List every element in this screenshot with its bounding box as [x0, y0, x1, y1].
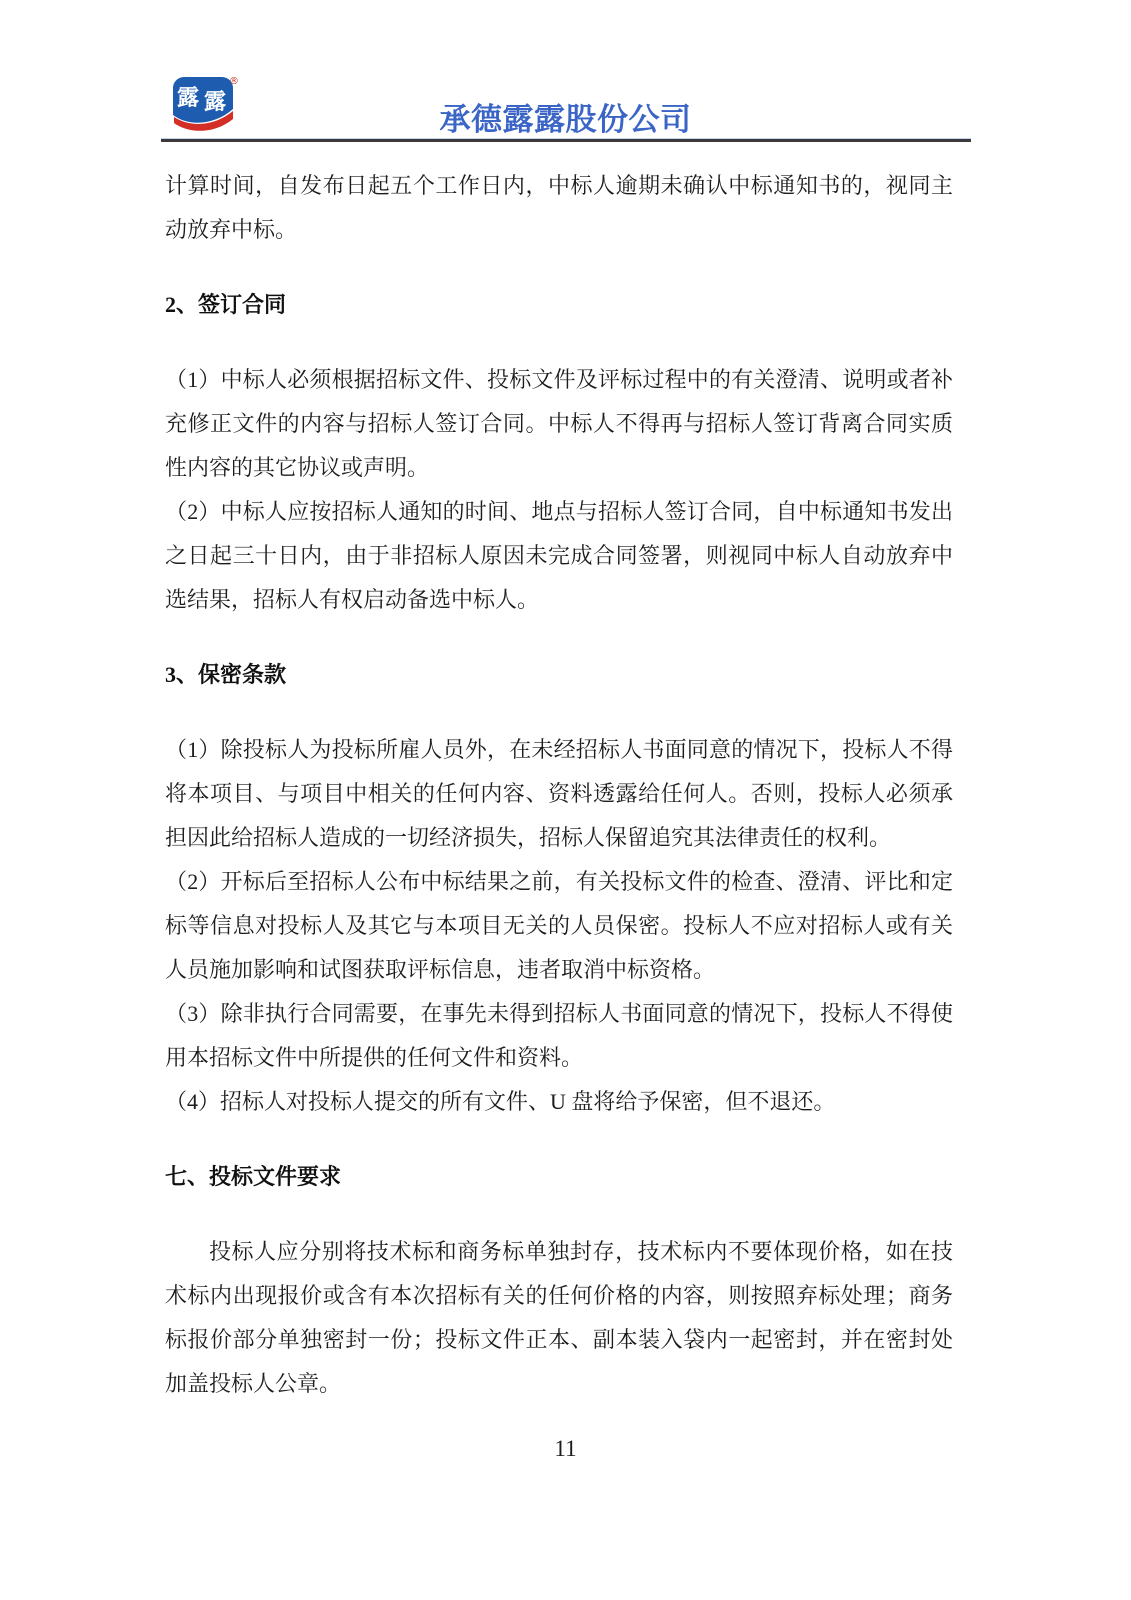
body-paragraph: （3）除非执行合同需要，在事先未得到招标人书面同意的情况下，投标人不得使用本招标文件中所提供的任何文件和资料。 — [165, 1001, 953, 1070]
body-paragraph: 计算时间，自发布日起五个工作日内，中标人逾期未确认中标通知书的，视同主动放弃中标。 — [165, 173, 953, 242]
document-body — [165, 164, 953, 1406]
body-paragraph: （4）招标人对投标人提交的所有文件、U 盘将给予保密，但不退还。 — [165, 1089, 836, 1114]
body-paragraph: 投标人应分别将技术标和商务标单独封存，技术标内不要体现价格，如在技术标内出现报价或含有本次招标有关的任何价格的内容，则按照弃标处理；商务标报价部分单独密封一份；投标文件正本、副本装入袋内一起密封，并在密封处加盖投标人公章。 — [165, 1239, 953, 1396]
section-heading: 3、保密条款 — [165, 662, 287, 687]
logo-char-left: 露 — [176, 86, 200, 111]
header-divider — [161, 138, 971, 142]
section-heading: 2、签订合同 — [165, 292, 287, 317]
page-footer — [0, 1436, 1131, 1462]
logo-char-right: 露 — [203, 90, 227, 115]
body-paragraph: （1）中标人必须根据招标文件、投标文件及评标过程中的有关澄清、说明或者补充修正文件的内容与招标人签订合同。中标人不得再与招标人签订背离合同实质性内容的其它协议或声明。 — [165, 367, 953, 480]
company-title: 承德露露股份公司 — [439, 102, 692, 137]
body-paragraph: （2）中标人应按招标人通知的时间、地点与招标人签订合同，自中标通知书发出之日起三十日内，由于非招标人原因未完成合同签署，则视同中标人自动放弃中选结果，招标人有权启动备选中标人。 — [165, 499, 953, 612]
body-paragraph: （1）除投标人为投标所雇人员外，在未经招标人书面同意的情况下，投标人不得将本项目、与项目中相关的任何内容、资料透露给任何人。否则，投标人必须承担因此给招标人造成的一切经济损失，招标人保留追究其法律责任的权利。 — [165, 737, 953, 850]
page-number: 11 — [554, 1436, 577, 1461]
body-paragraph: （2）开标后至招标人公布中标结果之前，有关投标文件的检查、澄清、评比和定标等信息对投标人及其它与本项目无关的人员保密。投标人不应对招标人或有关人员施加影响和试图获取评标信息，违者取消中标资格。 — [165, 869, 953, 982]
registered-mark-icon: ® — [229, 76, 239, 87]
section-heading: 七、投标文件要求 — [165, 1164, 342, 1189]
